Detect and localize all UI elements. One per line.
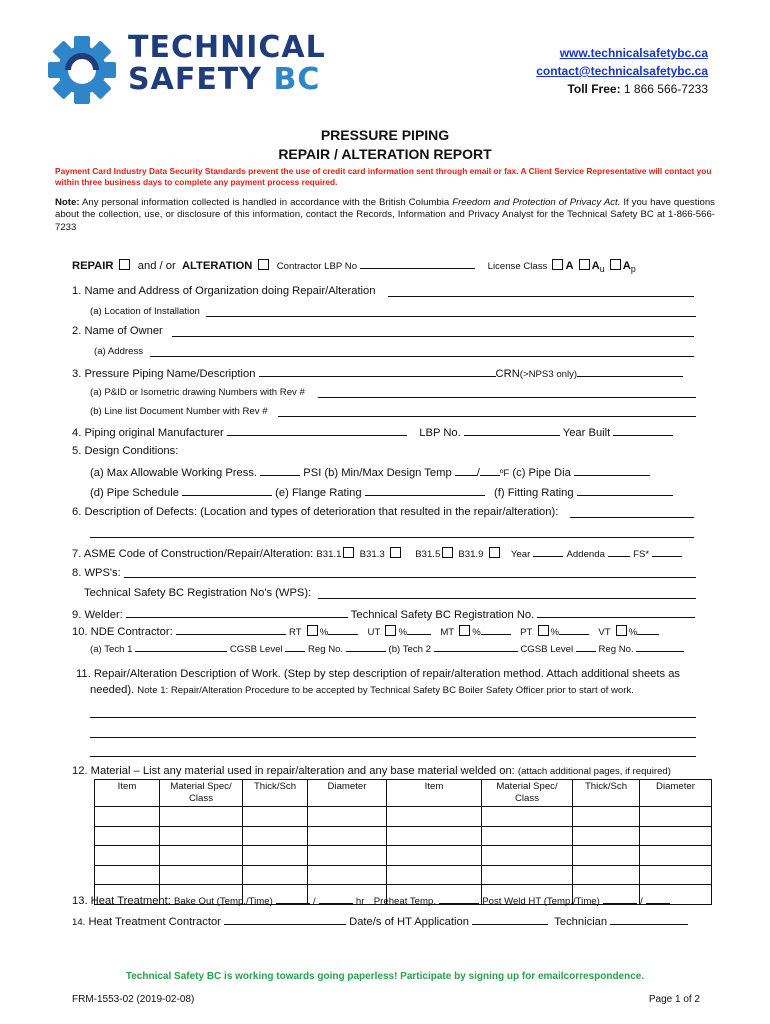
welder-label: 9. Welder: (72, 609, 123, 621)
logo-wordmark (128, 32, 326, 96)
rt-label: RT (288, 627, 302, 638)
tech2-reg-line[interactable] (636, 641, 684, 652)
year-line[interactable] (533, 546, 563, 557)
table-row (95, 807, 712, 827)
class-ap-label: A (622, 260, 631, 272)
table-row (95, 826, 712, 846)
field-11-label: 11. Repair/Alteration Description of Work. (Step by step description of repair/alteration method. Attach additional sheets as (76, 668, 681, 680)
col-item-1: Item (95, 780, 160, 807)
table-row (95, 865, 712, 885)
tech1-label: (a) Tech 1 (90, 644, 133, 655)
field-1-line[interactable] (388, 296, 694, 297)
heat-treatment-label: 13. Heat Treatment: (72, 895, 171, 907)
class-ap-sub: p (630, 264, 636, 275)
temp-unit: ºF (499, 468, 510, 479)
ut-label: UT (367, 627, 381, 638)
description-line-3[interactable] (90, 756, 696, 757)
wps-reg-line[interactable] (318, 598, 696, 599)
logo-line-2b: BC (273, 62, 321, 97)
note-text-a: Any personal information collected is handled in accordance with the British Columbia (79, 197, 453, 208)
ht-date-label: Date/s of HT Application (349, 916, 469, 928)
max-temp-line[interactable] (480, 465, 500, 476)
fitting-rating-line[interactable] (577, 485, 673, 496)
field-6-line-2[interactable] (90, 537, 694, 538)
material-label: 12. Material – List any material used in repair/alteration and any base material welded on: (72, 765, 515, 777)
bake-temp-line[interactable] (276, 893, 310, 904)
privacy-note (55, 197, 715, 234)
vt-line[interactable] (637, 624, 659, 635)
class-a-checkbox[interactable] (552, 259, 563, 270)
mt-pct: % (472, 627, 481, 638)
min-temp-line[interactable] (455, 465, 477, 476)
field-1-label: 1. Name and Address of Organization doing Repair/Alteration (72, 285, 376, 297)
flange-rating-line[interactable] (365, 485, 485, 496)
pwht-label: Post Weld HT (Temp./Time) (482, 896, 600, 907)
field-3-label: 3. Pressure Piping Name/Description (72, 368, 256, 380)
field-4-row (72, 425, 673, 439)
field-3a-label: (a) P&ID or Isometric drawing Numbers with Rev # (90, 387, 305, 398)
manufacturer-line[interactable] (227, 425, 407, 436)
crn-label: CRN (495, 368, 520, 380)
welder-line[interactable] (126, 607, 348, 618)
table-row (95, 846, 712, 866)
contact-block (536, 44, 708, 98)
description-line-2[interactable] (90, 737, 696, 738)
temp-slash: / (476, 467, 480, 479)
field-2-label: 2. Name of Owner (72, 325, 163, 337)
hr-label: hr (355, 896, 365, 907)
field-8-label: 8. WPS's: (72, 567, 121, 579)
pwht-slash: / (640, 896, 643, 907)
crn-line[interactable] (577, 366, 683, 377)
col-thick-2: Thick/Sch (573, 780, 640, 807)
psi-label: PSI (303, 467, 322, 479)
lbp-no-line[interactable] (464, 425, 560, 436)
b313-checkbox[interactable] (390, 547, 401, 558)
b319-label: B31.9 (458, 549, 484, 560)
col-spec-1: Material Spec/ Class (160, 780, 243, 807)
wps-reg-label: Technical Safety BC Registration No's (WPS): (84, 587, 312, 599)
ut-checkbox[interactable] (385, 625, 396, 636)
page-title (0, 126, 770, 164)
pt-pct: % (550, 627, 560, 638)
note-text-b: If you have questions about the collection, use, or disclosure of this information, contact the Records, Information and Privacy Analyst for the Technical Safety BC at 1-866-566-7233 (55, 197, 715, 233)
note-label: Note: (55, 197, 80, 208)
col-spec-2: Material Spec/ Class (482, 780, 573, 807)
license-class-label: License Class (487, 261, 548, 272)
tech2-label: (b) Tech 2 (388, 644, 431, 655)
addenda-label: Addenda (566, 549, 605, 560)
field-10-techs (90, 641, 684, 655)
pipe-dia-line[interactable] (574, 465, 650, 476)
rt-checkbox[interactable] (307, 625, 318, 636)
ut-pct: % (398, 627, 407, 638)
email-link[interactable]: contact@technicalsafetybc.ca (536, 64, 708, 78)
field-1a-line[interactable] (206, 316, 696, 317)
tech1-cgsb-label: CGSB Level (229, 644, 283, 655)
field-12-row (72, 765, 671, 777)
tech2-line[interactable] (434, 641, 518, 652)
note-act: Freedom and Protection of Privacy Act. (452, 197, 621, 208)
mt-label: MT (440, 627, 455, 638)
repair-checkbox[interactable] (119, 259, 130, 270)
field-3a-line[interactable] (318, 397, 696, 398)
pt-label: PT (520, 627, 533, 638)
field-2-line[interactable] (172, 336, 694, 337)
page-number: Page 1 of 2 (648, 994, 700, 1005)
vt-pct: % (628, 627, 638, 638)
material-table (94, 779, 712, 905)
field-3-row (72, 366, 683, 380)
b315-label: B31.5 (415, 549, 441, 560)
rt-pct: % (319, 627, 329, 638)
pipe-schedule-label: (d) Pipe Schedule (90, 487, 179, 499)
repair-label: REPAIR (72, 260, 114, 272)
website-link[interactable]: www.technicalsafetybc.ca (559, 46, 708, 60)
pt-checkbox[interactable] (538, 625, 549, 636)
and-or-label: and / or (137, 260, 176, 272)
pt-line[interactable] (559, 624, 589, 635)
ht-contractor-line[interactable] (224, 914, 346, 925)
field-14-row (72, 914, 688, 928)
bake-time-line[interactable] (319, 893, 353, 904)
class-au-checkbox[interactable] (579, 259, 590, 270)
class-au-sub: u (599, 264, 605, 275)
nde-contractor-line[interactable] (176, 624, 286, 635)
title-line-2: REPAIR / ALTERATION REPORT (278, 146, 492, 162)
toll-free-label: Toll Free: (567, 82, 621, 96)
welder-reg-line[interactable] (537, 607, 695, 618)
tech2-cgsb-label: CGSB Level (520, 644, 574, 655)
mt-line[interactable] (481, 624, 511, 635)
material-note: (attach additional pages, if required) (517, 766, 671, 777)
field-2a-line[interactable] (150, 356, 694, 357)
year-built-line[interactable] (613, 425, 673, 436)
col-diameter-1: Diameter (308, 780, 387, 807)
pipe-dia-label: (c) Pipe Dia (512, 467, 571, 479)
asme-code-label: 7. ASME Code of Construction/Repair/Alteration: (72, 548, 314, 560)
field-11-row-2 (90, 684, 634, 696)
tech2-reg-label: Reg No. (598, 644, 634, 655)
paperless-message: Technical Safety BC is working towards going paperless! Participate by signing up for emailcorrespondence. (125, 971, 645, 982)
technician-line[interactable] (610, 914, 688, 925)
type-row (72, 258, 636, 274)
mawp-label: (a) Max Allowable Working Press. (90, 467, 258, 479)
wps-line[interactable] (124, 577, 696, 578)
pci-notice: Payment Card Industry Data Security Standards prevent the use of credit card information sent through email or fax. A Client Service Representative will contact you within three business days to complete any payment process required. (55, 166, 712, 187)
gear-icon (42, 30, 122, 110)
fs-label: FS* (633, 549, 650, 560)
addenda-line[interactable] (608, 546, 630, 557)
field-13-row (72, 893, 670, 907)
field-11-note: Note 1: Repair/Alteration Procedure to be accepted by Technical Safety BC Boiler Safety Officer prior to start of work. (137, 685, 634, 696)
field-11-needed: needed). (90, 684, 135, 696)
pipe-schedule-line[interactable] (182, 485, 272, 496)
tech1-reg-line[interactable] (346, 641, 386, 652)
field-5-row-1 (90, 465, 650, 479)
toll-free-number: 1 866 566-7233 (623, 82, 708, 96)
bake-slash: / (313, 896, 316, 907)
technical-safety-bc-logo (42, 30, 326, 110)
tech1-reg-label: Reg No. (307, 644, 344, 655)
fs-line[interactable] (652, 546, 682, 557)
b315-checkbox[interactable] (442, 547, 453, 558)
field-3b-line[interactable] (278, 416, 696, 417)
col-item-2: Item (387, 780, 482, 807)
tech1-line[interactable] (135, 641, 227, 652)
material-table-header (95, 780, 712, 807)
class-au-label: A (591, 260, 600, 272)
field-5-row-2 (90, 485, 673, 499)
mt-checkbox[interactable] (459, 625, 470, 636)
vt-checkbox[interactable] (616, 625, 627, 636)
logo-line-1: TECHNICAL (128, 30, 326, 65)
fitting-rating-label: (f) Fitting Rating (494, 487, 574, 499)
technician-label: Technician (554, 916, 608, 928)
lbp-no-label: LBP No. (419, 427, 461, 439)
preheat-line[interactable] (439, 893, 479, 904)
welder-reg-label: Technical Safety BC Registration No. (350, 609, 535, 621)
field-10-row (72, 624, 659, 638)
field-2a-label: (a) Address (94, 346, 144, 357)
design-temp-label: (b) Min/Max Design Temp (324, 467, 452, 479)
field-1a-label: (a) Location of Installation (90, 306, 200, 317)
description-line-1[interactable] (90, 717, 696, 718)
year-built-label: Year Built (562, 427, 611, 439)
pwht-temp-line[interactable] (603, 893, 637, 904)
pwht-time-line[interactable] (646, 893, 670, 904)
year-label: Year (510, 549, 531, 560)
col-diameter-2: Diameter (640, 780, 712, 807)
ut-line[interactable] (407, 624, 431, 635)
tech2-cgsb-line[interactable] (576, 641, 596, 652)
form-number: FRM-1553-02 (2019-02-08) (72, 994, 195, 1005)
field-3b-label: (b) Line list Document Number with Rev # (90, 406, 268, 417)
flange-rating-label: (e) Flange Rating (275, 487, 362, 499)
class-ap-checkbox[interactable] (610, 259, 621, 270)
contractor-lbp-label: Contractor LBP No (276, 261, 358, 272)
rt-line[interactable] (328, 624, 358, 635)
b311-label: B31.1 (316, 549, 342, 560)
preheat-label: Preheat Temp. (373, 896, 436, 907)
logo-line-2a: SAFETY (128, 62, 262, 97)
field-3-line[interactable] (259, 366, 496, 377)
alteration-label: ALTERATION (181, 260, 253, 272)
field-4-label: 4. Piping original Manufacturer (72, 427, 224, 439)
tech1-cgsb-line[interactable] (285, 641, 305, 652)
field-6-line-1[interactable] (570, 517, 694, 518)
ht-contractor-label: Heat Treatment Contractor (88, 916, 221, 928)
title-line-1: PRESSURE PIPING (320, 127, 450, 143)
field-14-number: 14. (72, 917, 86, 928)
col-thick-1: Thick/Sch (243, 780, 308, 807)
vt-label: VT (598, 627, 611, 638)
b319-checkbox[interactable] (489, 547, 500, 558)
contractor-lbp-field[interactable] (360, 258, 475, 269)
bake-out-label: Bake Out (Temp./Time) (173, 896, 273, 907)
class-a-label: A (565, 260, 574, 272)
field-5-label: 5. Design Conditions: (72, 445, 179, 457)
field-9-row (72, 607, 695, 621)
mawp-line[interactable] (260, 465, 300, 476)
alteration-checkbox[interactable] (258, 259, 269, 270)
ht-date-line[interactable] (472, 914, 548, 925)
b313-label: B31.3 (359, 549, 385, 560)
field-7-row (72, 546, 682, 560)
field-6-label: 6. Description of Defects: (Location and types of deterioration that resulted in the repair/alteration): (72, 506, 559, 518)
b311-checkbox[interactable] (343, 547, 354, 558)
nde-contractor-label: 10. NDE Contractor: (72, 626, 173, 638)
crn-note: (>NPS3 only) (519, 369, 578, 380)
